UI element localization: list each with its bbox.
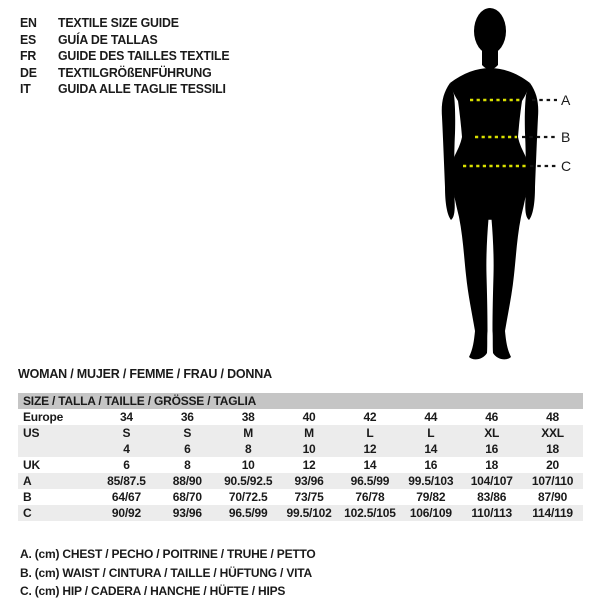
size-cell: 96.5/99: [340, 473, 401, 489]
size-cell: L: [400, 425, 461, 441]
size-cell: M: [279, 425, 340, 441]
size-cell: 38: [241, 410, 255, 424]
table-row-uk: [18, 457, 583, 473]
note-hip: C. (cm) HIP / CADERA / HANCHE / HÜFTE / HIPS: [20, 584, 286, 598]
size-table: [18, 393, 583, 521]
size-cell: XL: [461, 425, 522, 441]
row-label: Europe: [23, 410, 64, 424]
measure-label-hip: C: [561, 158, 572, 174]
size-cell: 88/90: [157, 473, 218, 489]
row-label: UK: [23, 458, 40, 472]
size-cell: 90.5/92.5: [218, 473, 279, 489]
size-cell: 85/87.5: [96, 473, 157, 489]
language-list: [20, 15, 229, 98]
silhouette-left-arm: [442, 83, 455, 220]
size-cell: 106/109: [400, 505, 461, 521]
section-title-woman: WOMAN / MUJER / FEMME / FRAU / DONNA: [18, 367, 272, 381]
lang-row-en: [20, 15, 229, 32]
size-cell: 18: [485, 458, 499, 472]
lang-title: TEXTILE SIZE GUIDE: [58, 15, 179, 30]
size-cell: 20: [546, 458, 560, 472]
table-row-europe: [18, 409, 583, 425]
size-cell: 36: [180, 410, 194, 424]
size-cell: 73/75: [294, 490, 324, 504]
size-cell: 44: [424, 410, 438, 424]
size-cell: L: [340, 425, 401, 441]
size-cell: 10: [279, 441, 340, 457]
table-row-us-numeric: [18, 441, 583, 457]
row-label: C: [18, 505, 96, 521]
size-cell: 87/90: [538, 490, 568, 504]
size-cell: 48: [546, 410, 560, 424]
table-row-hip: [18, 505, 583, 521]
woman-silhouette-figure: [425, 5, 560, 363]
lang-code: ES: [20, 31, 37, 47]
size-cell: 93/96: [279, 473, 340, 489]
size-cell: 14: [400, 441, 461, 457]
lang-title: GUIDE DES TAILLES TEXTILE: [58, 48, 230, 63]
lang-row-es: [20, 32, 229, 49]
size-cell: 34: [119, 410, 133, 424]
row-label: [18, 441, 96, 457]
measure-label-waist: B: [561, 129, 571, 145]
size-cell: 6: [157, 441, 218, 457]
size-cell: 107/110: [522, 473, 583, 489]
size-cell: XXL: [522, 425, 583, 441]
size-cell: 110/113: [461, 505, 522, 521]
lang-row-fr: [20, 48, 229, 65]
lang-title: GUIDA ALLE TAGLIE TESSILI: [58, 81, 226, 96]
size-cell: 70/72.5: [228, 490, 268, 504]
lang-title: TEXTILGRÖßENFÜHRUNG: [58, 64, 212, 80]
row-label: US: [18, 425, 96, 441]
size-cell: 8: [218, 441, 279, 457]
size-cell: 12: [340, 441, 401, 457]
size-cell: 83/86: [477, 490, 507, 504]
size-cell: 76/78: [355, 490, 385, 504]
size-cell: 4: [96, 441, 157, 457]
lang-code: EN: [20, 15, 37, 30]
table-header-row: [18, 393, 583, 409]
table-row-chest: [18, 473, 583, 489]
size-cell: 14: [363, 458, 377, 472]
size-cell: 99.5/103: [400, 473, 461, 489]
lang-code: IT: [20, 81, 31, 96]
size-cell: 79/82: [416, 490, 446, 504]
size-cell: S: [96, 425, 157, 441]
size-cell: 40: [302, 410, 316, 424]
row-label: A: [18, 473, 96, 489]
silhouette-neck: [482, 43, 498, 70]
size-table-header: SIZE / TALLA / TAILLE / GRÖSSE / TAGLIA: [18, 393, 583, 409]
size-cell: 93/96: [157, 505, 218, 521]
table-row-waist: [18, 489, 583, 505]
measure-label-chest: A: [561, 92, 571, 108]
size-cell: 10: [241, 458, 255, 472]
size-cell: 64/67: [111, 490, 141, 504]
size-cell: 102.5/105: [340, 505, 401, 521]
size-cell: 114/119: [522, 505, 583, 521]
note-chest: A. (cm) CHEST / PECHO / POITRINE / TRUHE / PETTO: [20, 547, 316, 561]
row-label: B: [23, 490, 32, 504]
size-cell: 42: [363, 410, 377, 424]
size-cell: S: [157, 425, 218, 441]
table-row-us: [18, 425, 583, 441]
size-cell: 16: [424, 458, 438, 472]
lang-row-it: [20, 81, 229, 98]
silhouette-right-arm: [525, 83, 538, 220]
size-cell: 8: [184, 458, 191, 472]
size-cell: 12: [302, 458, 316, 472]
size-cell: 104/107: [461, 473, 522, 489]
size-cell: M: [218, 425, 279, 441]
lang-code: DE: [20, 64, 37, 80]
size-cell: 18: [522, 441, 583, 457]
lang-row-de: [20, 65, 229, 82]
size-cell: 46: [485, 410, 499, 424]
size-cell: 96.5/99: [218, 505, 279, 521]
size-cell: 6: [123, 458, 130, 472]
lang-code: FR: [20, 48, 37, 63]
lang-title: GUÍA DE TALLAS: [58, 31, 158, 47]
size-cell: 99.5/102: [279, 505, 340, 521]
size-cell: 90/92: [96, 505, 157, 521]
size-cell: 68/70: [172, 490, 202, 504]
measurement-notes: [20, 545, 316, 600]
size-cell: 16: [461, 441, 522, 457]
note-waist: B. (cm) WAIST / CINTURA / TAILLE / HÜFTUNG / VITA: [20, 565, 312, 580]
